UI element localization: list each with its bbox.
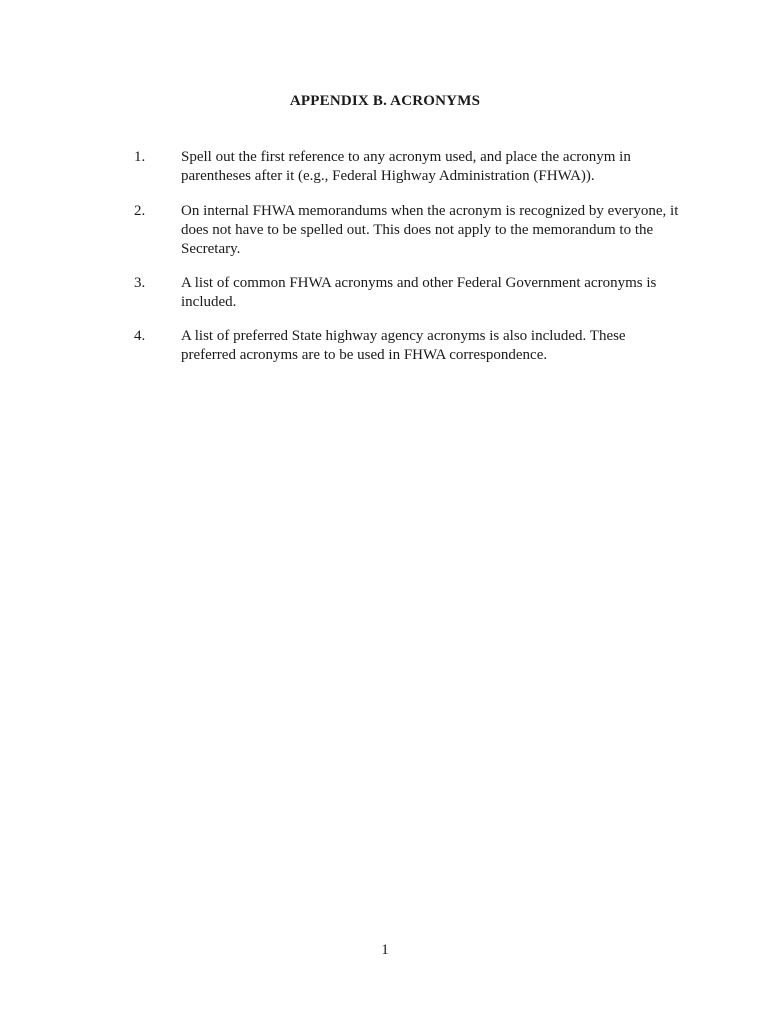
list-item [134,327,694,365]
page-number: 1 [381,942,389,958]
item-text: A list of preferred State highway agency acronyms is also included. These preferred acronyms are to be used in FHWA correspondence. [181,328,626,363]
item-text: On internal FHWA memorandums when the acronym is recognized by everyone, it does not have to be spelled out. This does not apply to the memorandum to the Secretary. [181,203,679,257]
page-title: APPENDIX B. ACRONYMS [289,93,481,109]
item-text: Spell out the first reference to any acronym used, and place the acronym in parentheses after it (e.g., Federal Highway Administration (FHWA)). [181,149,631,184]
item-number: 4. [134,328,146,344]
item-number: 2. [134,203,146,219]
list-item [134,274,694,312]
list-item [134,202,694,259]
item-number: 3. [134,275,146,291]
list-item [134,148,694,186]
item-number: 1. [134,149,146,165]
item-text: A list of common FHWA acronyms and other Federal Government acronyms is included. [181,275,657,310]
